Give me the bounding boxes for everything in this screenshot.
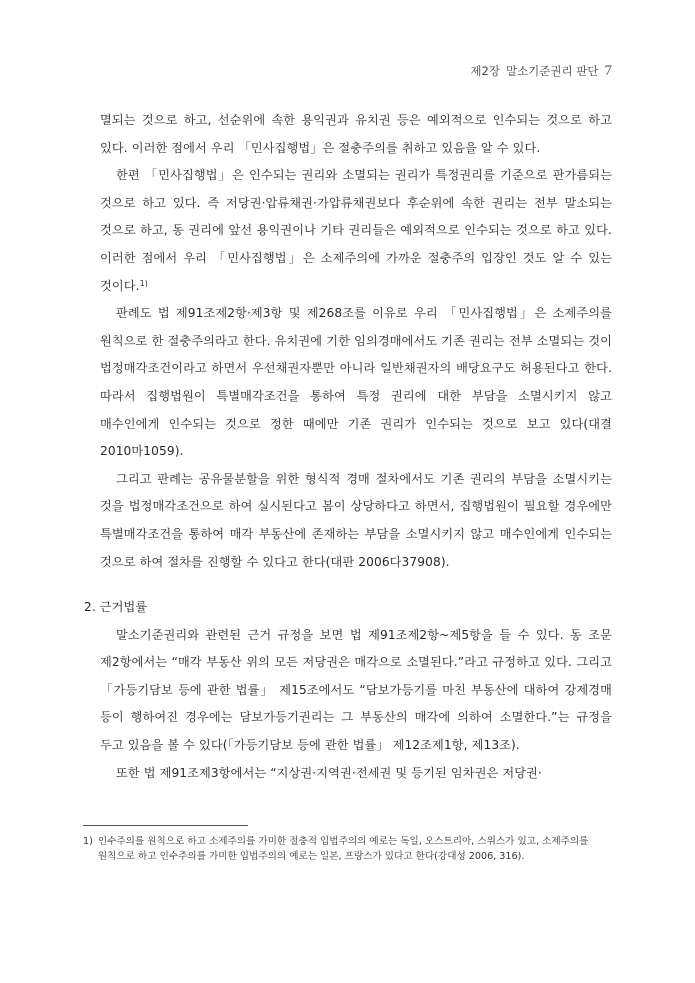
- chapter-label: 제2장: [470, 64, 500, 78]
- paragraph-4: 그리고 판례는 공유물분할을 위한 형식적 경매 절차에서도 기존 권리의 부담을 소멸시키는 것을 법정매각조건으로 하여 실시된다고 봄이 상당하다고 하면서, 집행법원이 필요할 경우에만 특별매각조건을 통하여 매각 부동산에 존재하는 부담을 소멸시키지 않고 매수인에게 인수되는 것으로 하여 절차를 진행할 수 있다고 한다(대판 2006다37908).: [100, 471, 612, 569]
- paragraph-2: [100, 162, 612, 300]
- footnote-reference[interactable]: 1): [139, 278, 149, 288]
- paragraph-1: 멸되는 것으로 하고, 선순위에 속한 용익권과 유치권 등은 예외적으로 인수되는 것으로 하고 있다. 이러한 점에서 우리 「민사집행법」은 절충주의를 취하고 있음을 알 수 있다.: [100, 113, 612, 155]
- section-heading: 2. 근거법률: [84, 600, 148, 615]
- footnote: [83, 835, 613, 864]
- page-number: 7: [604, 63, 612, 79]
- footnote-divider: [83, 825, 248, 826]
- footnote-number: 1): [83, 836, 93, 847]
- paragraph-3: 판례도 법 제91조제2항·제3항 및 제268조를 이유로 우리 「민사집행법」은 소제주의를 원칙으로 한 절충주의라고 한다. 유치권에 기한 임의경매에서도 기존 권리는 전부 소멸되는 것이 법정매각조건이라고 하면서 우선채권자뿐만 아니라 일반채권자의 배당요구도 허용된다고 한다. 따라서 집행법원이 특별매각조건을 통하여 특정 권리에 대한 부담을 소멸시키지 않고 매수인에게 인수되는 것으로 정한 때에만 기존 권리가 인수되는 것으로 보고 있다(대결 2010마1059).: [100, 306, 612, 459]
- paragraph-2-text: 한편 「민사집행법」은 인수되는 권리와 소멸되는 권리가 특정권리를 기준으로 판가름되는 것으로 하고 있다. 즉 저당권·압류채권·가압류채권보다 후순위에 속한 권리는 전부 말소되는 것으로 하고, 동 권리에 앞선 용익권이나 기타 권리들은 예외적으로 인수되는 것으로 하고 있다. 이러한 점에서 우리 「민사집행법」은 소제주의에 가까운 절충주의 입장인 것도 알 수 있는 것이다.: [100, 168, 612, 293]
- chapter-title: 말소기준권리 판단: [505, 64, 599, 78]
- footnote-text: 인수주의를 원칙으로 하고 소제주의를 가미한 절충적 입법주의의 예로는 독일, 오스트리아, 스위스가 있고, 소제주의를 원칙으로 하고 인수주의를 가미한 입법주의의 예로는 일본, 프랑스가 있다고 한다(강대성 2006, 316).: [97, 836, 589, 862]
- body-text: [84, 107, 612, 787]
- running-header: [470, 63, 612, 80]
- paragraph-5: 말소기준권리와 관련된 근거 규정을 보면 법 제91조제2항~제5항을 들 수 있다. 동 조문 제2항에서는 “매각 부동산 위의 모든 저당권은 매각으로 소멸된다.”라고 규정하고 있다. 그리고 「가등기담보 등에 관한 법률」 제15조에서도 “담보가등기를 마친 부동산에 대하여 강제경매 등이 행하여진 경우에는 담보가등기권리는 그 부동산의 매각에 의하여 소멸한다.”는 규정을 두고 있음을 볼 수 있다(「가등기담보 등에 관한 법률」 제12조제1항, 제13조).: [100, 627, 612, 753]
- paragraph-6: 또한 법 제91조제3항에서는 “지상권·지역권·전세권 및 등기된 임차권은 저당권·: [116, 765, 542, 780]
